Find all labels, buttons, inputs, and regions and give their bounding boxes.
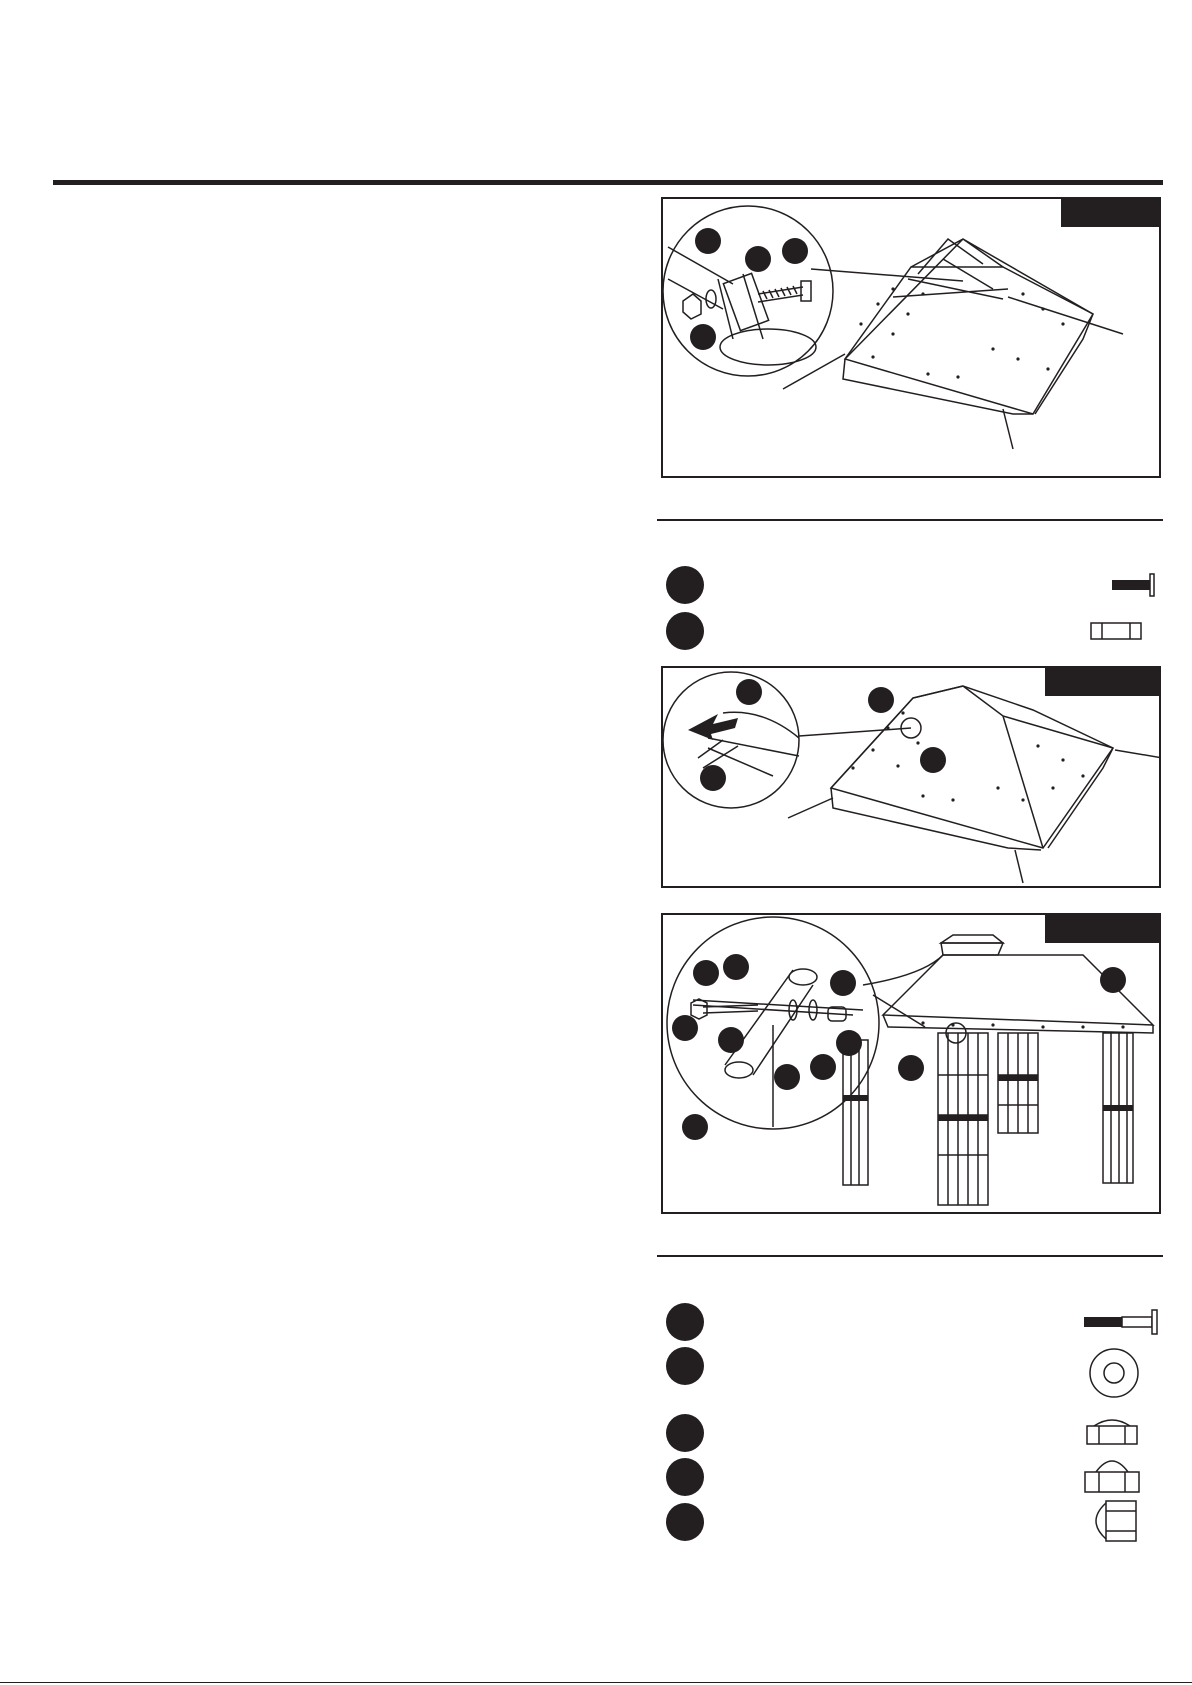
hardware-row: [666, 566, 1160, 604]
canopy-cover-diagram: [663, 668, 1159, 886]
cap-nut-side-icon: [1088, 1497, 1140, 1545]
nut-icon: [1090, 622, 1142, 640]
callout-marker: [718, 1027, 744, 1053]
hardware-marker: [666, 1303, 704, 1341]
hardware-marker: [666, 1503, 704, 1541]
canopy-top-diagram: [663, 199, 1159, 476]
figure-1-panel: [661, 197, 1161, 478]
hardware-marker: [666, 1458, 704, 1496]
callout-marker: [690, 324, 716, 350]
hardware-row: [666, 1414, 1160, 1452]
callout-marker: [693, 960, 719, 986]
hardware-row: [666, 1347, 1160, 1385]
figure-3-panel: [661, 913, 1161, 1214]
arrow-icon: [688, 714, 738, 740]
hardware-marker: [666, 1414, 704, 1452]
hardware-row: [666, 1458, 1160, 1496]
footer-rule: [0, 1682, 1192, 1683]
callout-marker: [695, 228, 721, 254]
callout-marker: [782, 238, 808, 264]
callout-marker: [682, 1114, 708, 1140]
hardware-row: [666, 1503, 1160, 1541]
callout-marker: [868, 687, 894, 713]
cap-nut-icon: [1082, 1456, 1142, 1496]
callout-marker: [723, 954, 749, 980]
callout-marker: [736, 679, 762, 705]
washer-icon: [1088, 1347, 1140, 1399]
figure-3-callouts: [672, 954, 1126, 1140]
callout-marker: [774, 1064, 800, 1090]
header-rule: [53, 180, 1163, 185]
hardware-row: [666, 1303, 1160, 1341]
callout-marker: [898, 1055, 924, 1081]
hardware-marker: [666, 566, 704, 604]
lock-nut-icon: [1084, 1416, 1140, 1446]
callout-marker: [836, 1030, 862, 1056]
callout-marker: [745, 246, 771, 272]
callout-marker: [830, 970, 856, 996]
hardware-marker: [666, 612, 704, 650]
section-divider-2: [657, 1255, 1163, 1257]
section-divider-1: [657, 519, 1163, 521]
figure-2-panel: [661, 666, 1161, 888]
callout-marker: [810, 1054, 836, 1080]
callout-marker: [700, 765, 726, 791]
hardware-row: [666, 612, 1160, 650]
callout-marker: [672, 1015, 698, 1041]
short-bolt-icon: [1110, 570, 1160, 600]
gazebo-assembly-diagram: [663, 915, 1159, 1212]
callout-marker: [1100, 967, 1126, 993]
hardware-marker: [666, 1347, 704, 1385]
long-bolt-icon: [1082, 1307, 1160, 1337]
callout-marker: [920, 747, 946, 773]
